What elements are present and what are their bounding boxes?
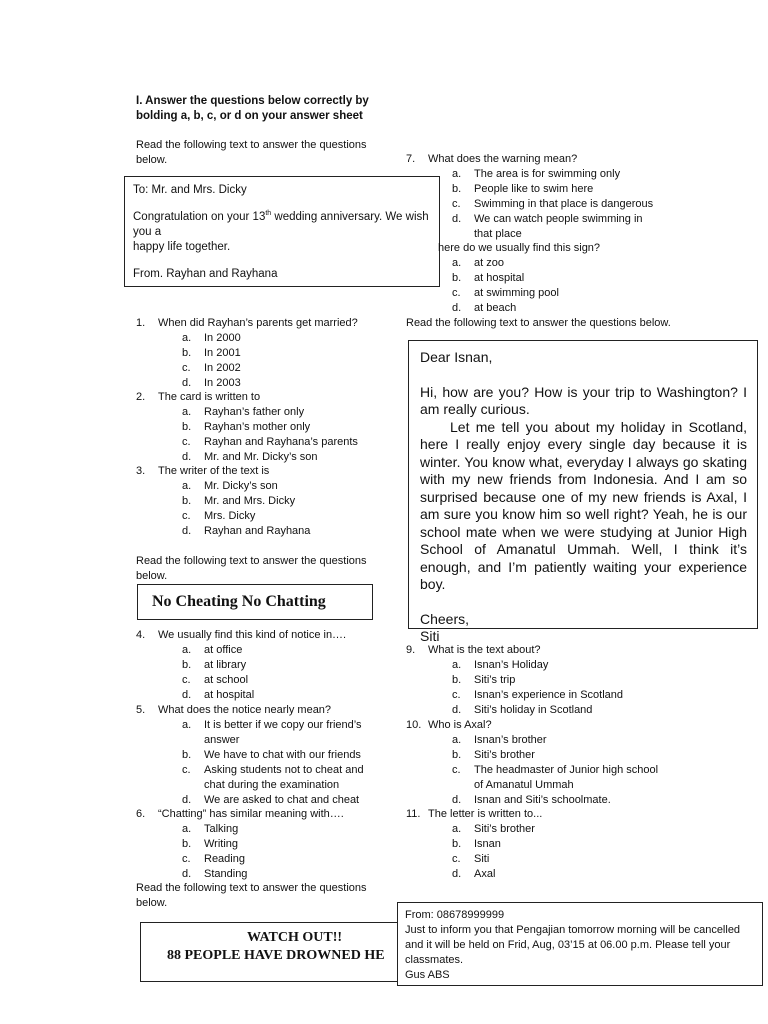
option[interactable]: c. Isnan’s experience in Scotland (452, 689, 624, 701)
option[interactable]: c. at swimming pool (452, 287, 559, 299)
option[interactable]: b. People like to swim here (452, 183, 594, 195)
question-text: When did Rayhan’s parents get married? (158, 317, 358, 329)
option[interactable]: b. Mr. and Mrs. Dicky (182, 495, 296, 507)
question-1: 1. When did Rayhan’s parents get married? a. In 2000 b. In 2001 c. In 2002 d. In 2003 (136, 316, 396, 391)
option[interactable]: a. In 2000 (182, 332, 241, 344)
option[interactable]: c. Siti (452, 853, 490, 865)
question-text: here do we usually find this sign? (438, 242, 601, 254)
read-prompt-3 (136, 881, 367, 911)
question-text: What does the warning mean? (428, 153, 578, 165)
question-3: 3. The writer of the text is a. Mr. Dicky’s son b. Mr. and Mrs. Dicky c. Mrs. Dicky d. Rayhan and Rayhana (136, 464, 396, 539)
option[interactable]: c. Reading (182, 853, 245, 865)
question-10: 10. Who is Axal? a. Isnan’s brother b. Siti’s brother c. The headmaster of Junior high school of Amanatul Ummah d. Isnan and Siti’s schoolmate. (406, 718, 666, 808)
option[interactable]: a. at zoo (452, 257, 504, 269)
option[interactable]: a. Rayhan’s father only (182, 406, 305, 418)
card-message-line2: happy life together. (133, 241, 231, 253)
question-text: “Chatting” has similar meaning with…. (158, 808, 344, 820)
option[interactable]: b. We have to chat with our friends (182, 749, 361, 761)
letter-paragraph-1: Hi, how are you? How is your trip to Washington? I am really curious. (420, 383, 747, 417)
option[interactable]: a. Mr. Dicky’s son (182, 480, 278, 492)
question-text: The writer of the text is (158, 465, 270, 477)
letter-signature: Siti (420, 628, 440, 644)
read-prompt-4: Read the following text to answer the questions below. (406, 317, 671, 329)
question-11: 11. The letter is written to... a. Siti’s brother b. Isnan c. Siti d. Axal (406, 807, 666, 882)
instructions-line1: I. Answer the questions below correctly by (136, 95, 369, 107)
option[interactable]: c. In 2002 (182, 362, 241, 374)
question-text: What is the text about? (428, 644, 541, 656)
instructions (136, 94, 369, 124)
option[interactable]: b. at library (182, 659, 247, 671)
question-4: 4. We usually find this kind of notice in…. a. at office b. at library c. at school d. at hospital (136, 628, 396, 703)
read-prompt-line: below. (136, 154, 168, 166)
question-text: We usually find this kind of notice in…. (158, 629, 347, 641)
anniversary-card (124, 176, 440, 287)
read-prompt-line: Read the following text to answer the questions (136, 555, 367, 567)
letter-box (408, 340, 758, 644)
letter-closing: Cheers, (420, 610, 470, 627)
option[interactable]: c. The headmaster of Junior high school of Amanatul Ummah (452, 764, 659, 791)
card-to: To: Mr. and Mrs. Dicky (133, 184, 247, 196)
letter-paragraph-2: Let me tell you about my holiday in Scotland, here I really enjoy every single day because it is winter. You know what, everyday I always go skating with my new friends from Indonesia. And I am so surprised because one of my new friends is Axal, I am sure you know him so well right? Yeah, he is our school mate when we were studying at Junior High School of Amanatul Ummah. Well, I think it’s enough, and I’m patiently waiting your experience boy. (420, 418, 747, 592)
question-8 (406, 241, 666, 316)
option[interactable]: a. The area is for swimming only (452, 168, 621, 180)
option[interactable]: c. Mrs. Dicky (182, 510, 256, 522)
option[interactable]: a. It is better if we copy our friend’s answer (182, 719, 362, 746)
option[interactable]: b. Rayhan’s mother only (182, 421, 311, 433)
option[interactable]: c. Asking students not to cheat and chat during the examination (182, 764, 364, 791)
option[interactable]: d. We can watch people swimming in that place (452, 213, 643, 240)
notice-watch-out (140, 922, 412, 982)
sms-line3: classmates. (405, 954, 464, 966)
card-from: From. Rayhan and Rayhana (133, 268, 278, 280)
instructions-line2: bolding a, b, c, or d on your answer sheet (136, 110, 363, 122)
question-text: What does the notice nearly mean? (158, 704, 332, 716)
option[interactable]: b. Siti’s brother (452, 749, 535, 761)
sms-from: From: 08678999999 (405, 909, 505, 921)
option[interactable]: b. In 2001 (182, 347, 241, 359)
option[interactable]: c. at school (182, 674, 249, 686)
option[interactable]: c. Rayhan and Rayhana’s parents (182, 436, 358, 448)
option[interactable]: b. Isnan (452, 838, 501, 850)
notice-line2: 88 PEOPLE HAVE DROWNED HE (167, 948, 385, 963)
option[interactable]: d. Mr. and Mr. Dicky’s son (182, 451, 318, 463)
option[interactable]: d. Rayhan and Rayhana (182, 525, 311, 537)
option[interactable]: a. Siti’s brother (452, 823, 535, 835)
option[interactable]: d. In 2003 (182, 377, 241, 389)
option[interactable]: a. Talking (182, 823, 239, 835)
sms-signature: Gus ABS (405, 969, 450, 981)
question-7: 7. What does the warning mean? a. The area is for swimming only b. People like to swim here c. Swimming in that place is dangerous d. We can watch people swimming in that place (406, 152, 666, 242)
read-prompt-line: Read the following text to answer the questions (136, 139, 367, 151)
letter-greeting: Dear Isnan, (420, 349, 493, 365)
option[interactable]: b. at hospital (452, 272, 525, 284)
read-prompt-line: Read the following text to answer the questions (136, 882, 367, 894)
card-message: Congratulation on your 13th wedding anniversary. We wish you a (133, 210, 429, 238)
notice-line1: WATCH OUT!! (247, 930, 343, 945)
option[interactable]: d. at beach (452, 302, 517, 314)
option[interactable]: d. Axal (452, 868, 496, 880)
read-prompt-line: below. (136, 570, 168, 582)
question-5: 5. What does the notice nearly mean? a. It is better if we copy our friend’s answer b. We have to chat with our friends c. Asking students not to cheat and chat during the examination d. We are asked to chat and cheat (136, 703, 396, 808)
option[interactable]: d. Standing (182, 868, 248, 880)
question-9: 9. What is the text about? a. Isnan’s Holiday b. Siti’s trip c. Isnan’s experience in Scotland d. Siti’s holiday in Scotland (406, 643, 666, 718)
option[interactable]: a. Isnan’s Holiday (452, 659, 549, 671)
option[interactable]: d. at hospital (182, 689, 255, 701)
sms-message-box (397, 902, 763, 986)
option[interactable]: c. Swimming in that place is dangerous (452, 198, 654, 210)
question-text: The letter is written to... (428, 808, 543, 820)
option[interactable]: a. Isnan’s brother (452, 734, 547, 746)
option[interactable]: b. Siti’s trip (452, 674, 516, 686)
notice-no-cheating (137, 584, 373, 620)
sms-line1: Just to inform you that Pengajian tomorrow morning will be cancelled (405, 924, 741, 936)
read-prompt-2 (136, 554, 367, 584)
read-prompt-1 (136, 138, 367, 168)
option[interactable]: d. Isnan and Siti’s schoolmate. (452, 794, 611, 806)
read-prompt-line: below. (136, 897, 168, 909)
question-6: 6. “Chatting” has similar meaning with…. a. Talking b. Writing c. Reading d. Standing (136, 807, 396, 882)
question-text: Who is Axal? (428, 719, 492, 731)
option[interactable]: d. Siti’s holiday in Scotland (452, 704, 593, 716)
notice-text: No Cheating No Chatting (152, 593, 326, 610)
option[interactable]: a. at office (182, 644, 243, 656)
option[interactable]: b. Writing (182, 838, 239, 850)
sms-line2: and it will be held on Frid, Aug, 03’15 at 06.00 p.m. Please tell your (405, 939, 731, 951)
question-2: 2. The card is written to a. Rayhan’s father only b. Rayhan’s mother only c. Rayhan and Rayhana’s parents d. Mr. and Mr. Dicky’s son (136, 390, 396, 465)
question-text: The card is written to (158, 391, 261, 403)
option[interactable]: d. We are asked to chat and cheat (182, 794, 360, 806)
